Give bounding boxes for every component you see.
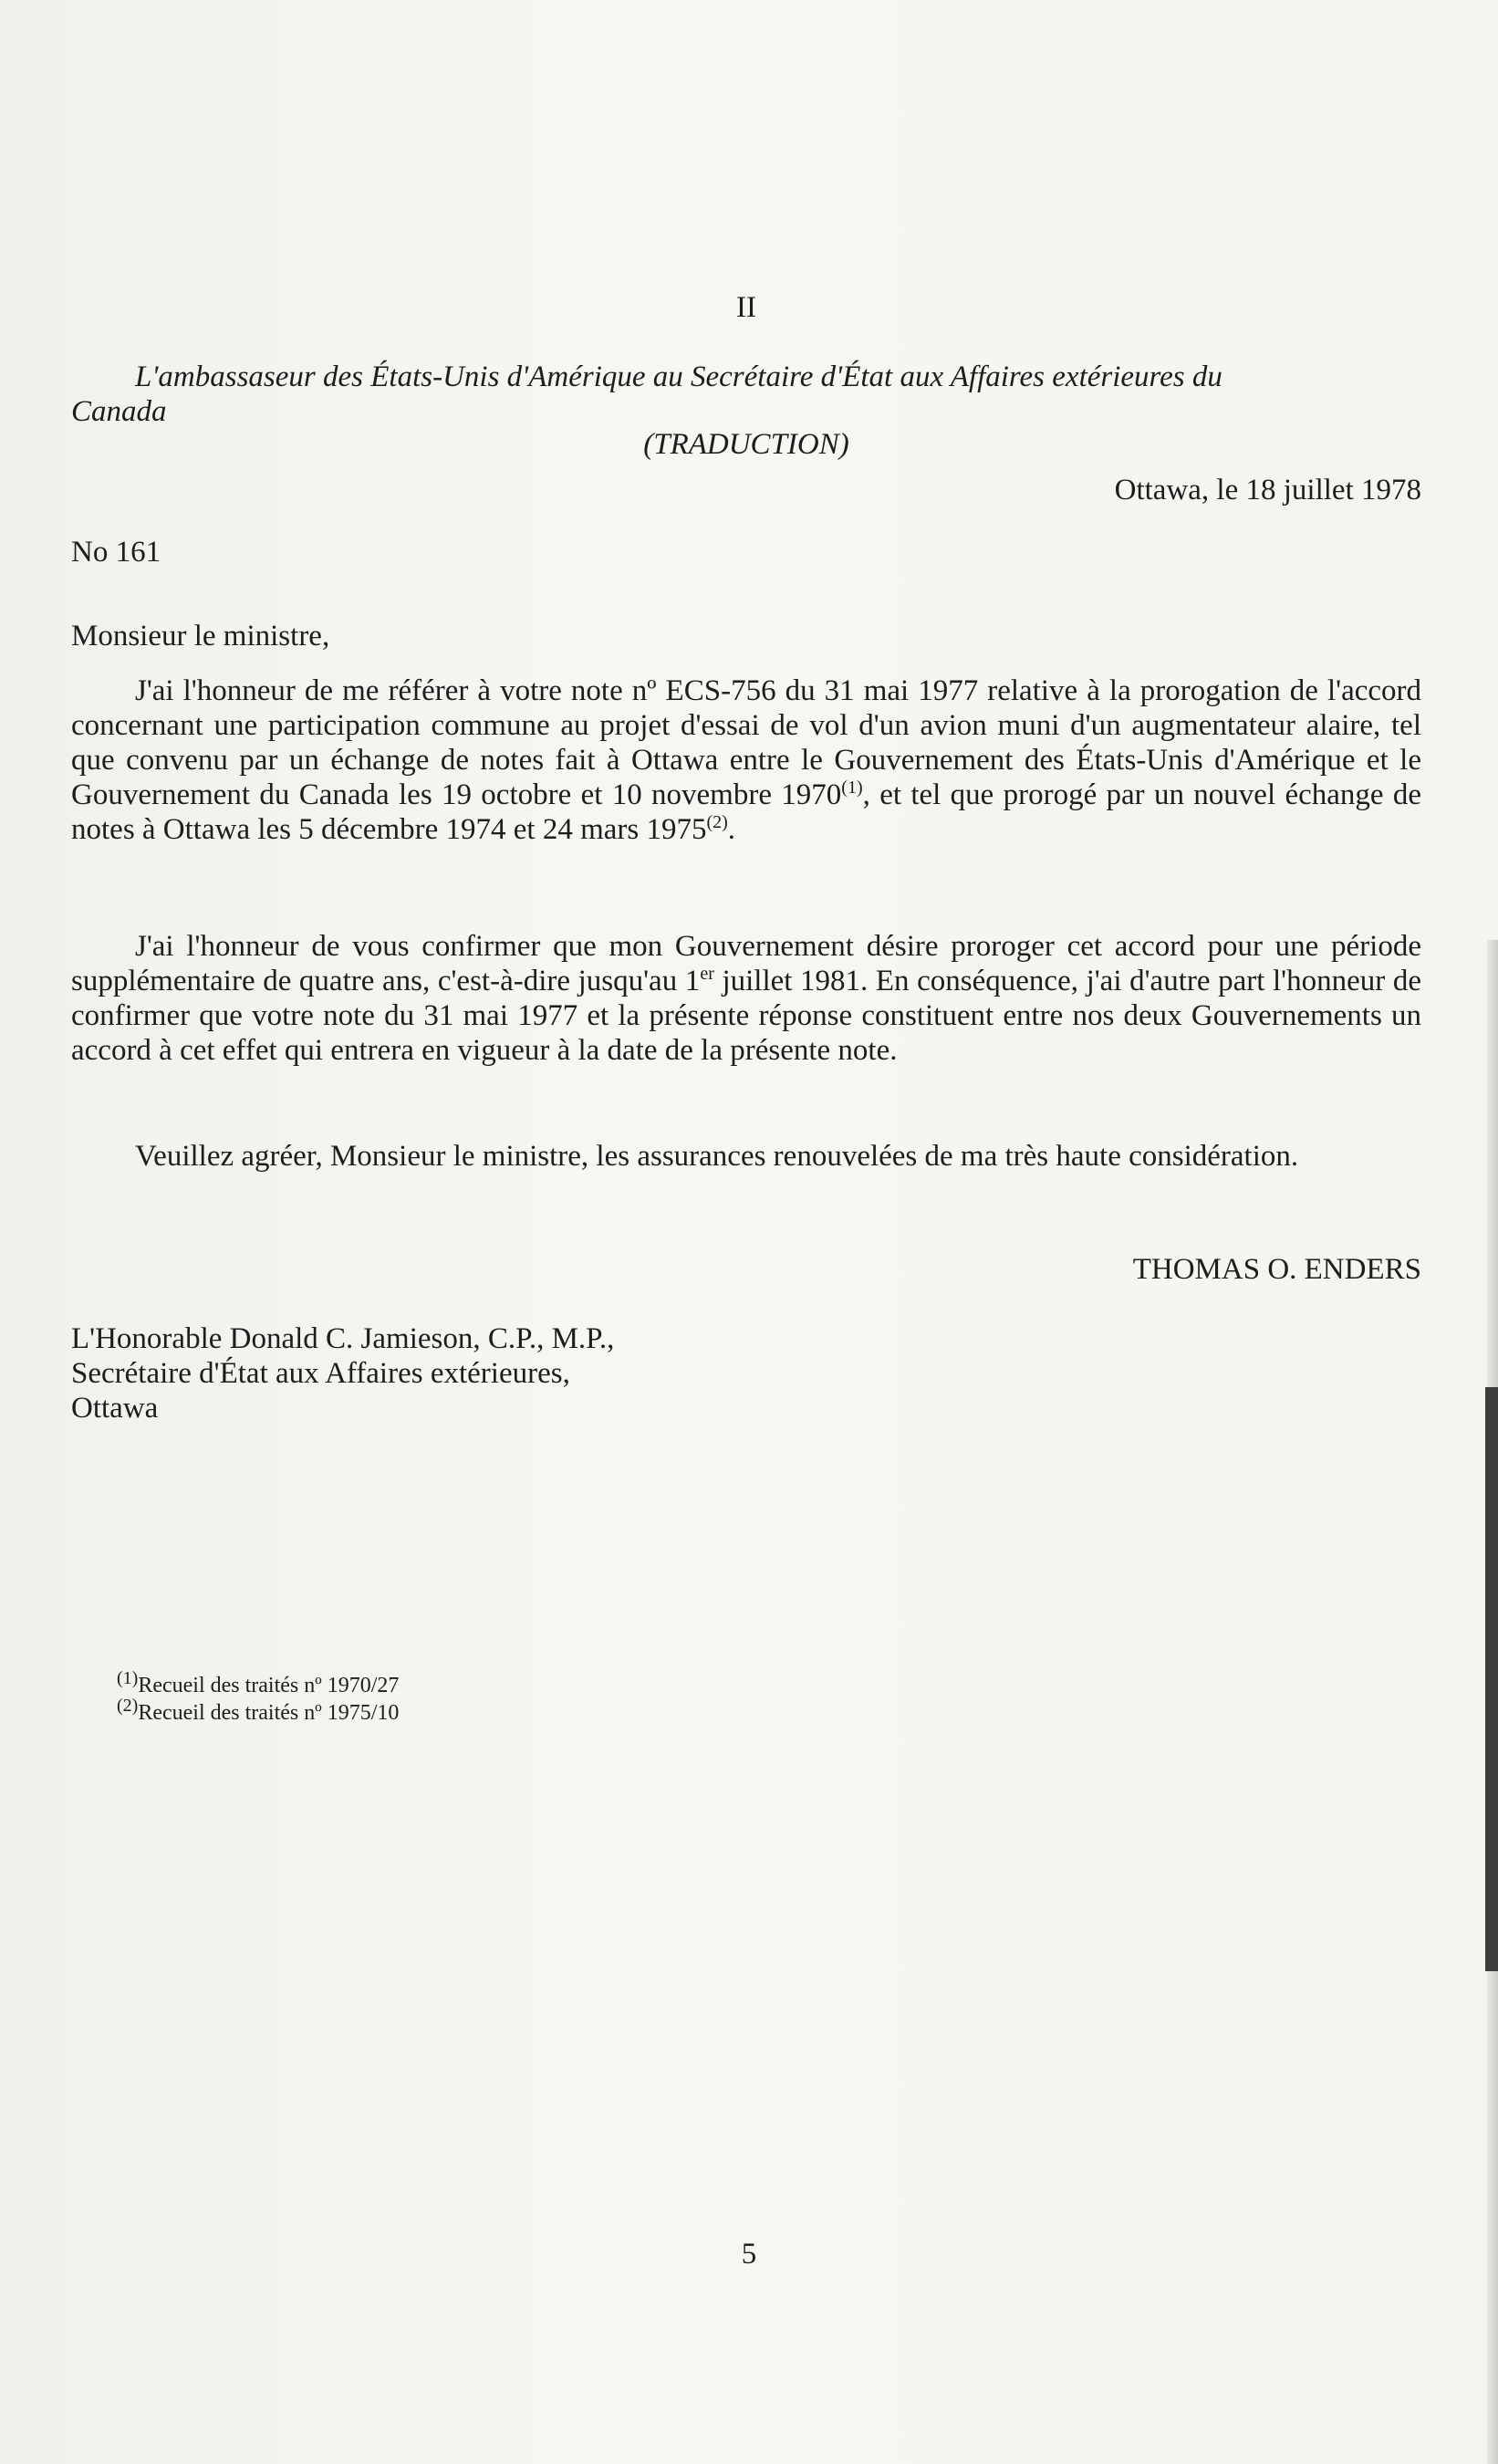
footnote-ref-1: (1) xyxy=(841,778,863,798)
closing-text: Veuillez agréer, Monsieur le ministre, les assurances renouvelées de ma très haute considération. xyxy=(135,1140,1299,1173)
paragraph-2 xyxy=(71,929,1421,1068)
addressee xyxy=(71,1321,1421,1425)
footnote-1 xyxy=(117,1668,400,1699)
addressee-line-3: Ottawa xyxy=(71,1392,159,1425)
note-number: No 161 xyxy=(71,536,161,569)
heading-line-2: Canada xyxy=(71,395,167,428)
paragraph-1-text-a: J'ai l'honneur de me référer à votre note nº ECS-756 du 31 mai 1977 relative à la prorogation de l'accord concernant une participation commune au projet d'essai de vol d'un avion muni d'un augmentateur alaire, tel que convenu par un échange de notes fait à Ottawa entre le Gouvernement des États-Unis d'Amérique et le Gouvernement du Canada les 19 octobre et 10 novembre 1970 xyxy=(71,674,1421,811)
paragraph-1-text-b: , et tel que prorogé par un nouvel échange de notes à Ottawa les 5 décembre 1974 et 24 mars 1975 xyxy=(71,778,1421,846)
paragraph-2-text-b: juillet 1981. En conséquence, j'ai d'autre part l'honneur de confirmer que votre note du 31 mai 1977 et la présente réponse constituent entre nos deux Gouvernements un accord à cet effet qui entrera en vigueur à la date de la présente note. xyxy=(71,965,1421,1067)
paragraph-1 xyxy=(71,673,1421,847)
footnote-2-marker: (2) xyxy=(117,1696,139,1716)
ordinal-suffix: er xyxy=(700,964,714,984)
closing-paragraph xyxy=(71,1139,1421,1174)
footnote-1-marker: (1) xyxy=(117,1668,139,1688)
binding-edge xyxy=(1485,1387,1498,1971)
page-number: 5 xyxy=(741,2238,757,2271)
footnote-2-text: Recueil des traités nº 1975/10 xyxy=(138,1701,400,1725)
heading-line-1: L'ambassaseur des États-Unis d'Amérique au Secrétaire d'État aux Affaires extérieures du xyxy=(135,360,1222,393)
footnote-ref-2: (2) xyxy=(706,812,728,832)
footnotes xyxy=(117,1668,400,1727)
footnote-1-text: Recueil des traités nº 1970/27 xyxy=(138,1674,400,1697)
addressee-line-1: L'Honorable Donald C. Jamieson, C.P., M.P., xyxy=(71,1322,615,1355)
signature: THOMAS O. ENDERS xyxy=(1132,1253,1421,1286)
paragraph-1-text-c: . xyxy=(727,813,736,846)
salutation: Monsieur le ministre, xyxy=(71,620,330,653)
footnote-2 xyxy=(117,1696,400,1727)
addressee-line-2: Secrétaire d'État aux Affaires extérieures, xyxy=(71,1357,570,1390)
place-date: Ottawa, le 18 juillet 1978 xyxy=(1114,474,1421,506)
section-number: II xyxy=(736,291,756,324)
letter-heading xyxy=(71,360,1421,429)
paragraph-2-text-a: J'ai l'honneur de vous confirmer que mon Gouvernement désire proroger cet accord pour une période supplémentaire de quatre ans, c'est-à-dire jusqu'au 1 xyxy=(71,930,1421,997)
translation-note: (TRADUCTION) xyxy=(643,428,849,461)
